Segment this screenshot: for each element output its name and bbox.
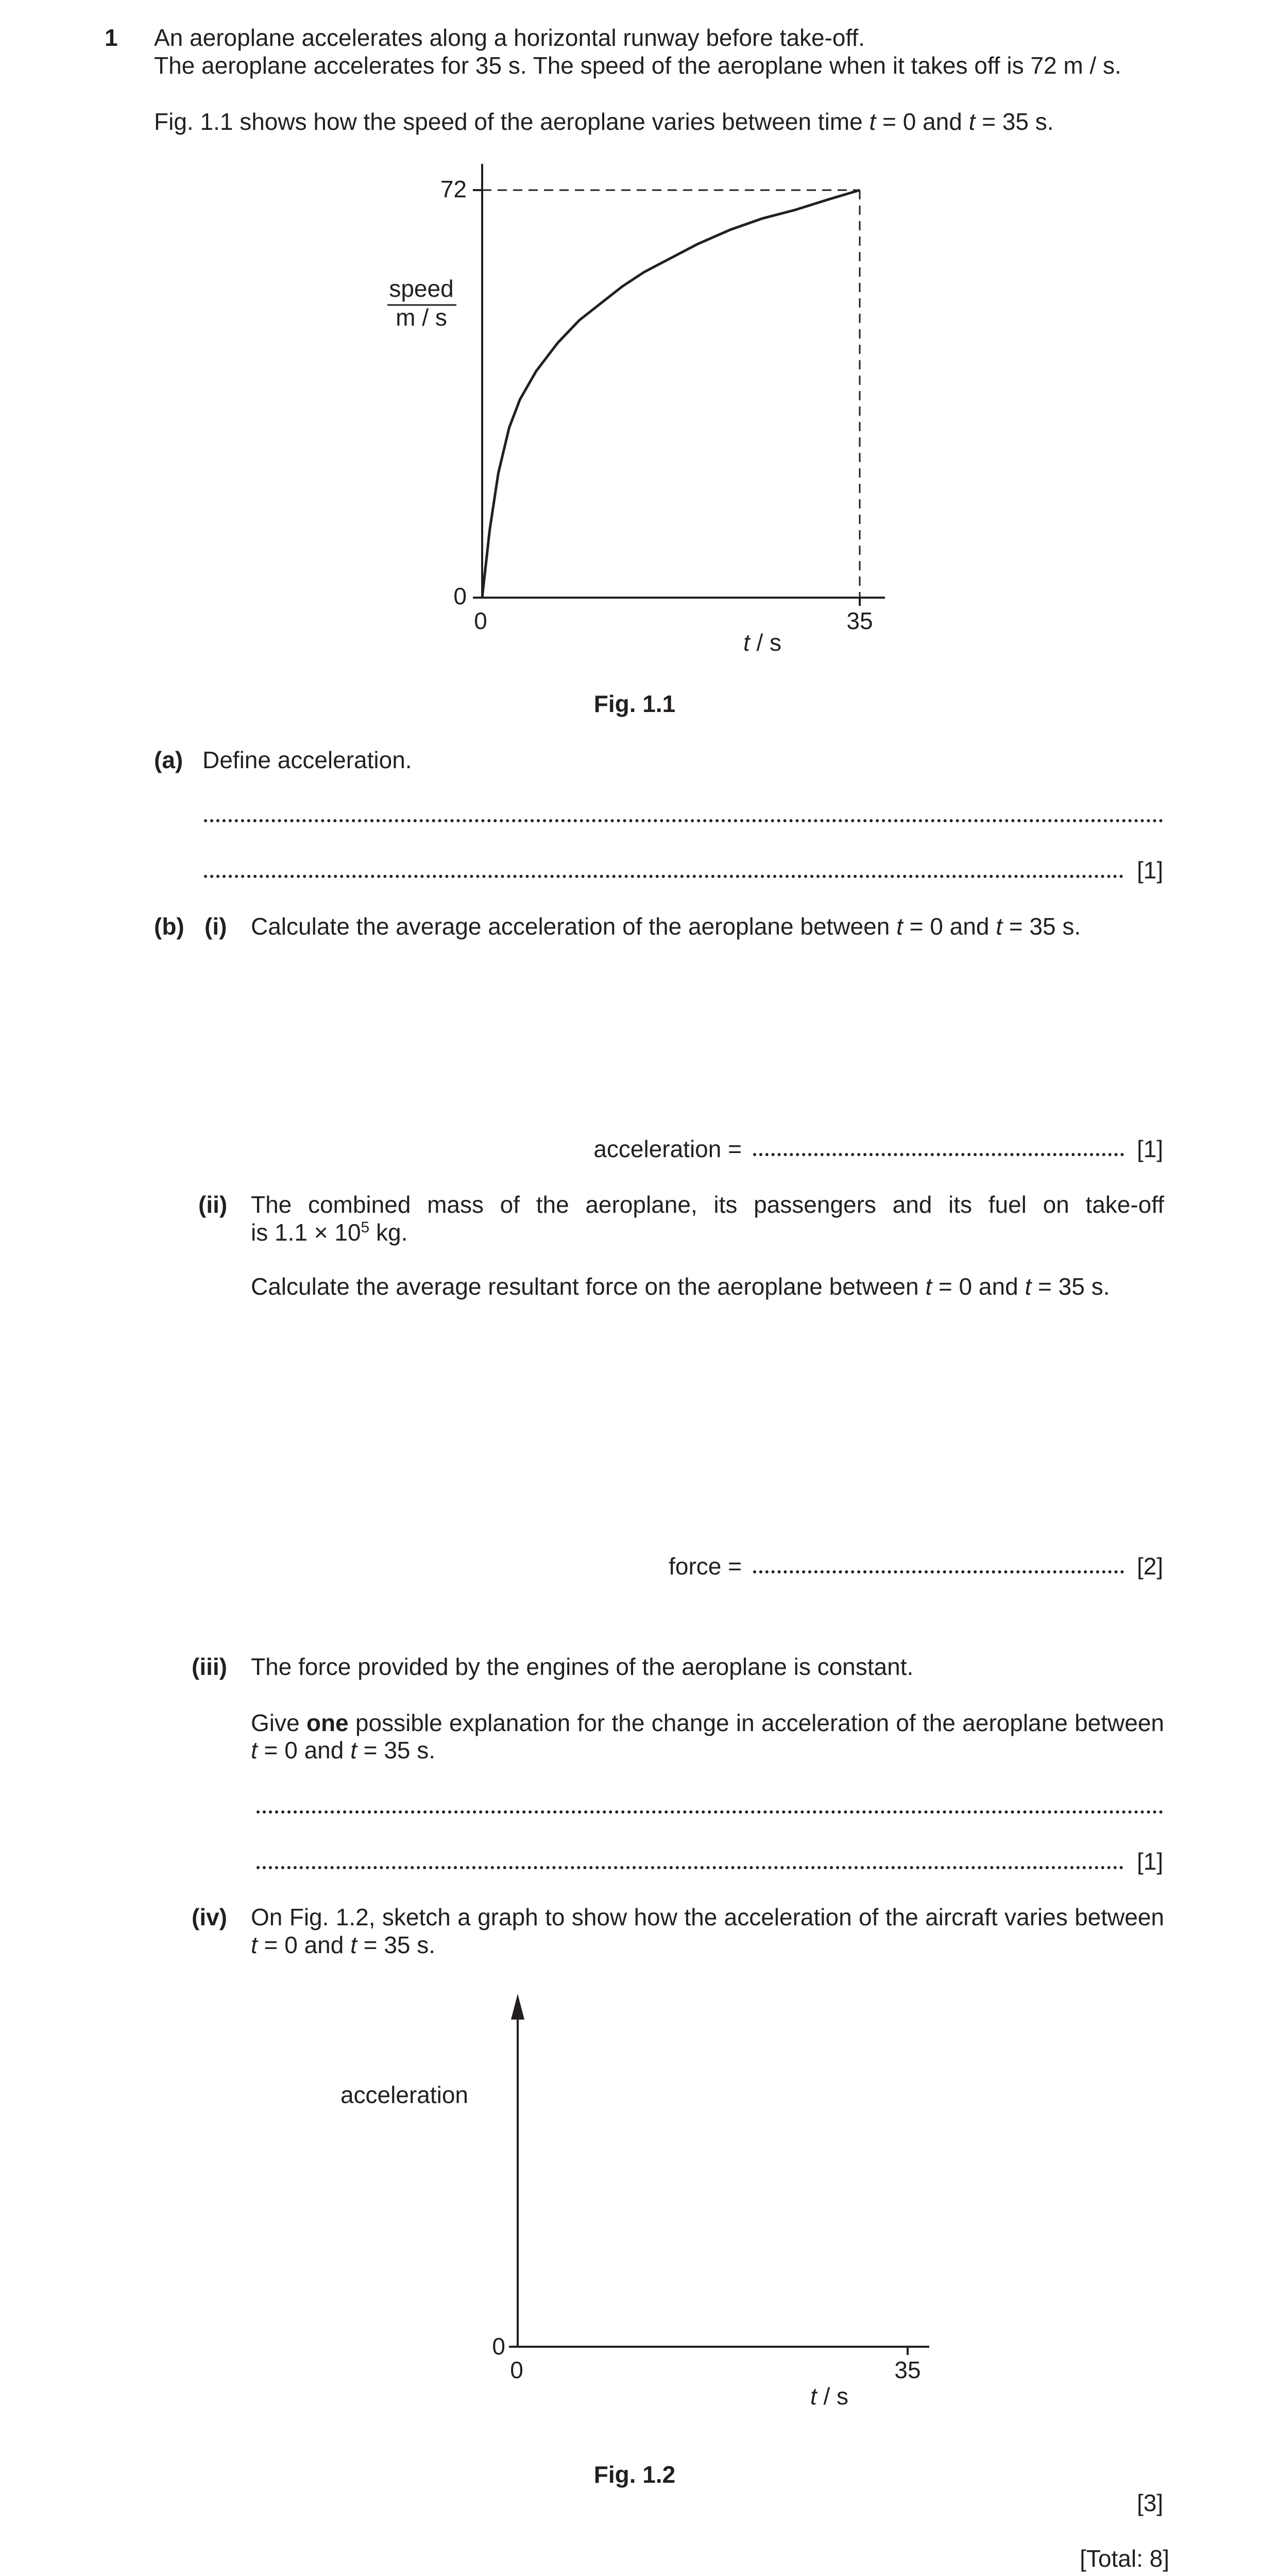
part-b-ii-calculate: Calculate the average resultant force on the aeroplane between t = 0 and t = 35 s. bbox=[251, 1273, 1110, 1300]
part-b-iii-label: (iii) bbox=[192, 1653, 227, 1680]
acceleration-answer-label: acceleration = bbox=[593, 1136, 742, 1162]
x-tick-label-0: 0 bbox=[474, 607, 487, 634]
part-b-iv-mark: [3] bbox=[1137, 2489, 1164, 2516]
question-number: 1 bbox=[105, 24, 118, 51]
total-marks: [Total: 8] bbox=[1080, 2545, 1169, 2572]
intro-line-2: The aeroplane accelerates for 35 s. The speed of the aeroplane when it takes off is 72 m / s. bbox=[154, 52, 1121, 79]
y-tick-label-72: 72 bbox=[440, 176, 467, 202]
part-b-i-label: (i) bbox=[205, 913, 227, 940]
y-label-acceleration: acceleration bbox=[340, 2081, 469, 2108]
part-b-i-mark: [1] bbox=[1137, 1136, 1164, 1162]
part-b-i-text: Calculate the average acceleration of the aeroplane between t = 0 and t = 35 s. bbox=[251, 913, 1081, 940]
y-tick-label-0: 0 bbox=[492, 2333, 505, 2360]
part-b-ii-line-1: The combined mass of the aeroplane, its passengers and its fuel on take-off bbox=[251, 1191, 1164, 1218]
part-b-iii-text-2: Give one possible explanation for the change in acceleration of the aeroplane between bbox=[251, 1709, 1164, 1736]
speed-time-graph bbox=[0, 0, 1278, 747]
speed-curve bbox=[482, 190, 860, 598]
answer-line-iii-1[interactable] bbox=[257, 1810, 1163, 1814]
y-tick-label-0: 0 bbox=[453, 583, 467, 609]
part-a-text: Define acceleration. bbox=[202, 747, 412, 773]
x-axis-label: t / s bbox=[743, 629, 782, 656]
force-answer-label: force = bbox=[669, 1553, 742, 1580]
force-answer-line[interactable] bbox=[753, 1570, 1124, 1573]
part-a-mark: [1] bbox=[1137, 857, 1164, 884]
x-tick-label-35: 35 bbox=[846, 607, 873, 634]
answer-line-a-1[interactable] bbox=[204, 819, 1163, 822]
answer-line-iii-2[interactable] bbox=[257, 1866, 1123, 1869]
part-b-iii-mark: [1] bbox=[1137, 1848, 1164, 1875]
fig-1-2-caption: Fig. 1.2 bbox=[593, 2461, 676, 2488]
part-b-iv-label: (iv) bbox=[192, 1904, 227, 1930]
part-a-label: (a) bbox=[154, 747, 183, 773]
acceleration-answer-line[interactable] bbox=[753, 1153, 1124, 1156]
y-axis-arrow bbox=[511, 1994, 524, 2020]
part-b-iii-text-1: The force provided by the engines of the aeroplane is constant. bbox=[251, 1653, 914, 1680]
part-b-label: (b) bbox=[154, 913, 184, 940]
x-axis-label: t / s bbox=[810, 2383, 849, 2410]
y-label-speed: speed bbox=[389, 275, 454, 302]
x-tick-label-0: 0 bbox=[510, 2357, 523, 2383]
acceleration-time-graph[interactable] bbox=[0, 1958, 1278, 2499]
y-label-unit: m / s bbox=[396, 304, 447, 331]
part-b-ii-label: (ii) bbox=[198, 1191, 228, 1218]
answer-line-a-2[interactable] bbox=[204, 875, 1123, 878]
part-b-iv-text-2: t = 0 and t = 35 s. bbox=[251, 1931, 436, 1958]
part-b-iii-text-3: t = 0 and t = 35 s. bbox=[251, 1737, 436, 1764]
fig-reference: Fig. 1.1 shows how the speed of the aeroplane varies between time t = 0 and t = 35 s. bbox=[154, 108, 1054, 135]
fig-1-1-caption: Fig. 1.1 bbox=[593, 690, 676, 717]
x-tick-label-35: 35 bbox=[894, 2357, 921, 2383]
intro-line-1: An aeroplane accelerates along a horizontal runway before take-off. bbox=[154, 24, 865, 51]
part-b-iv-text-1: On Fig. 1.2, sketch a graph to show how the acceleration of the aircraft varies between bbox=[251, 1904, 1164, 1930]
part-b-ii-line-2: is $1.1 \times 10^5$ kg. bbox=[251, 1219, 408, 1246]
part-b-ii-mark: [2] bbox=[1137, 1553, 1164, 1580]
